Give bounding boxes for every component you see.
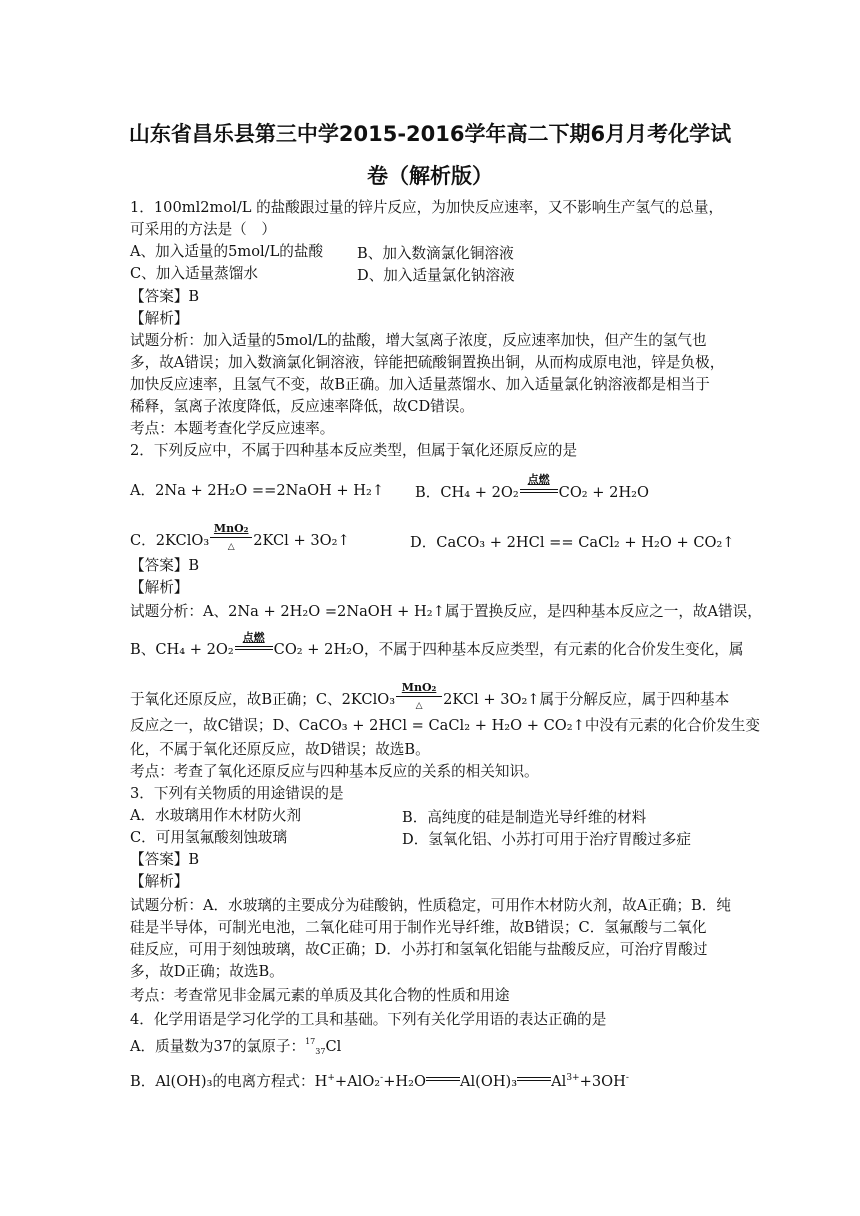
- q4-option-b-sup4: -: [625, 1073, 629, 1083]
- equilibrium-sign: [426, 1076, 460, 1084]
- q4-option-a: [130, 1032, 341, 1062]
- doc-title-line1: 山东省昌乐县第三中学2015-2016学年高二下期6月月考化学试: [128, 122, 732, 146]
- q1-option-c: C、加入适量蒸馏水: [130, 265, 258, 282]
- q2-analysis-line3-post: 2KCl + 3O₂↑属于分解反应，属于四种基本: [443, 691, 730, 708]
- q3-analysis-line3: 硅反应，可用于刻蚀玻璃，故C正确；D．小苏打和氢氧化铝能与盐酸反应，可治疗胃酸过: [130, 941, 708, 958]
- q1-option-d: D、加入适量氯化钠溶液: [357, 267, 515, 284]
- q3-option-c: C．可用氢氟酸刻蚀玻璃: [130, 829, 288, 846]
- q4-option-b-end: +3OH: [579, 1073, 626, 1090]
- catalyst-heat-arrow: [210, 522, 252, 552]
- catalyst-label-2: MnO₂: [401, 681, 437, 694]
- q4-option-b-mid4: Al: [551, 1073, 567, 1090]
- q2-analysis-line2: [130, 631, 744, 660]
- q2-option-a: A．2Na + 2H₂O ==2NaOH + H₂↑: [130, 482, 385, 499]
- q3-answer: 【答案】B: [130, 851, 200, 868]
- q4-option-b-mid2: +H₂O: [383, 1073, 426, 1090]
- q2-stem: 2．下列反应中，不属于四种基本反应类型，但属于氧化还原反应的是: [130, 442, 578, 459]
- q3-analysis-line4: 多，故D正确；故选B。: [130, 963, 284, 980]
- q2-analysis-line1: 试题分析：A、2Na + 2H₂O =2NaOH + H₂↑属于置换反应，是四种基本反应之一，故A错误，: [130, 603, 762, 620]
- q4-option-a-subscript: 37: [315, 1047, 326, 1056]
- catalyst-label: MnO₂: [213, 522, 249, 535]
- q1-analysis-line3: 加快反应速率，且氢气不变，故B正确。加入适量蒸馏水、加入适量氯化钠溶液都是相当于: [130, 376, 710, 393]
- burn-condition-label-2: 点燃: [242, 631, 265, 644]
- q3-point: 考点：考查常见非金属元素的单质及其化合物的性质和用途: [130, 987, 510, 1004]
- q2-option-b-products: CO₂ + 2H₂O: [558, 484, 649, 501]
- burn-condition-label: 点燃: [527, 473, 550, 486]
- q2-analysis-line3-pre: 于氧化还原反应，故B正确；C、2KClO₃: [130, 691, 396, 708]
- q3-analysis-line1: 试题分析：A．水玻璃的主要成分为硅酸钠，性质稳定，可用作木材防火剂，故A正确；B．纯: [130, 897, 731, 914]
- q4-option-a-element: Cl: [325, 1038, 342, 1055]
- q1-analysis-line1: 试题分析：加入适量的5mol/L的盐酸，增大氢离子浓度，反应速率加快，但产生的氢气也: [130, 332, 707, 349]
- heat-symbol-2: △: [415, 701, 423, 711]
- q3-option-d: D．氢氧化铝、小苏打可用于治疗胃酸过多症: [402, 831, 691, 848]
- q1-answer: 【答案】B: [130, 288, 200, 305]
- heat-symbol: △: [227, 542, 235, 552]
- q2-answer: 【答案】B: [130, 557, 200, 574]
- q3-option-a: A．水玻璃用作木材防火剂: [130, 807, 302, 824]
- q4-option-b-mid3: Al(OH)₃: [459, 1073, 518, 1090]
- q2-analysis-line2-post: CO₂ + 2H₂O，不属于四种基本反应类型，有元素的化合价发生变化，属: [273, 641, 744, 658]
- q2-option-b-reactants: B．CH₄ + 2O₂: [415, 484, 519, 501]
- burn-condition-arrow: [520, 473, 558, 497]
- q2-option-b: [415, 473, 649, 502]
- q3-option-b: B．高纯度的硅是制造光导纤维的材料: [402, 809, 647, 826]
- q1-analysis-line2: 多，故A错误；加入数滴氯化铜溶液，锌能把硫酸铜置换出铜，从而构成原电池，锌是负极，: [130, 354, 725, 371]
- q4-option-a-text: A．质量数为37的氯原子：: [130, 1038, 306, 1055]
- q1-analysis-heading: 【解析】: [130, 310, 189, 327]
- q2-analysis-heading: 【解析】: [130, 579, 189, 596]
- q3-stem: 3．下列有关物质的用途错误的是: [130, 785, 344, 802]
- q4-option-b-sup2: -: [380, 1073, 384, 1083]
- q1-stem-line2: 可采用的方法是（ ）: [130, 221, 276, 238]
- q2-option-c-products: 2KCl + 3O₂↑: [253, 532, 350, 549]
- q4-option-b-sup3: 3+: [566, 1073, 580, 1083]
- q4-option-b-sup1: +: [327, 1073, 335, 1083]
- burn-condition-arrow-2: [235, 631, 273, 654]
- doc-title-line2: 卷（解析版）: [367, 164, 493, 188]
- q2-option-c: [130, 522, 350, 552]
- q4-option-a-superscript: 17: [305, 1037, 316, 1046]
- q1-option-b: B、加入数滴氯化铜溶液: [357, 245, 514, 262]
- q1-analysis-line4: 稀释，氢离子浓度降低，反应速率降低，故CD错误。: [130, 398, 474, 415]
- q2-analysis-line3: [130, 681, 730, 711]
- q2-option-d: D．CaCO₃ + 2HCl == CaCl₂ + H₂O + CO₂↑: [410, 534, 735, 551]
- q4-stem: 4．化学用语是学习化学的工具和基础。下列有关化学用语的表达正确的是: [130, 1011, 607, 1028]
- q2-point: 考点：考查了氧化还原反应与四种基本反应的关系的相关知识。: [130, 763, 539, 780]
- q3-analysis-line2: 硅是半导体，可制光电池，二氧化硅可用于制作光导纤维，故B错误；C．氢氟酸与二氧化: [130, 919, 707, 936]
- q2-analysis-line2-pre: B、CH₄ + 2O₂: [130, 641, 234, 658]
- q1-point: 考点：本题考查化学反应速率。: [130, 420, 335, 437]
- q1-option-a: A、加入适量的5mol/L的盐酸: [130, 243, 324, 260]
- q2-analysis-line5: 化，不属于氧化还原反应，故D错误；故选B。: [130, 741, 430, 758]
- catalyst-heat-arrow-2: [396, 681, 442, 711]
- q4-option-b: [130, 1068, 629, 1092]
- q2-analysis-line4: 反应之一，故C错误；D、CaCO₃ + 2HCl = CaCl₂ + H₂O + CO₂↑中没有元素的化合价发生变: [130, 717, 760, 734]
- q4-option-b-mid1: +AlO₂: [334, 1073, 381, 1090]
- q4-option-b-pre: B．Al(OH)₃的电离方程式：H: [130, 1073, 328, 1090]
- q2-option-c-reactants: C．2KClO₃: [130, 532, 210, 549]
- equilibrium-sign-2: [517, 1076, 551, 1084]
- q3-analysis-heading: 【解析】: [130, 873, 189, 890]
- q1-stem-line1: 1．100ml2mol/L 的盐酸跟过量的锌片反应，为加快反应速率，又不影响生产氢气的总量，: [130, 199, 724, 216]
